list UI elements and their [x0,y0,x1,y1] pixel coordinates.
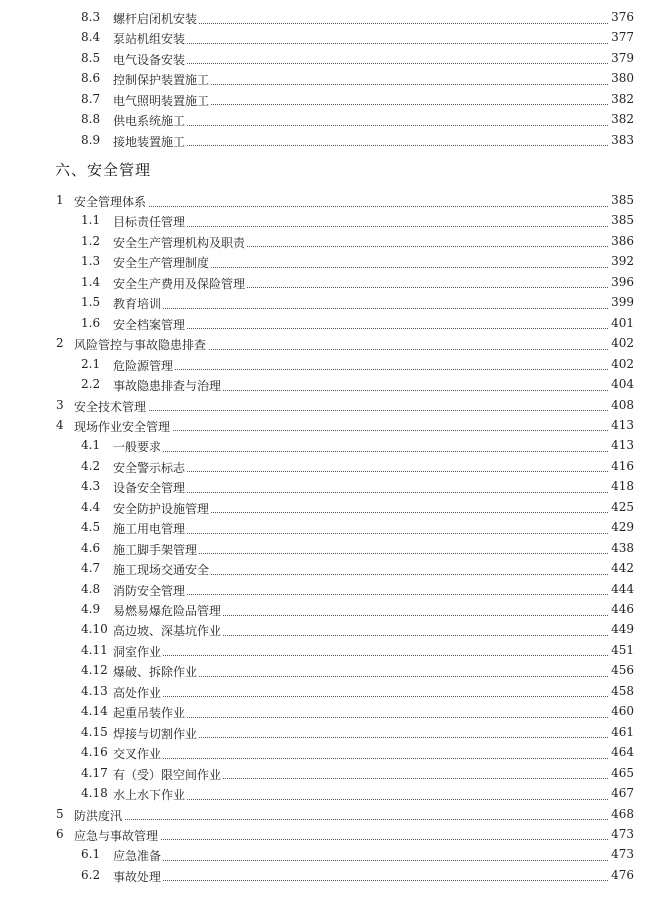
toc-dot-leader [113,63,612,64]
toc-entry-title: 爆破、拆除作业 [113,665,198,680]
toc-entry-title: 控制保护装置施工 [113,73,210,88]
toc-entry-page: 408 [611,397,634,412]
toc-entry-page: 446 [611,602,634,616]
toc-entry-title: 教育培训 [113,297,162,312]
toc-entry-number: 8.5 [81,50,101,65]
toc-entry[interactable] [0,232,650,253]
toc-entry[interactable] [0,90,650,111]
toc-entry[interactable] [0,661,650,682]
toc-entry-number: 8.7 [81,91,101,106]
toc-entry-title: 消防安全管理 [113,583,186,598]
toc-dot-leader [113,799,612,800]
toc-entry-page: 451 [611,642,634,657]
toc-dot-leader [113,533,612,534]
toc-entry-title: 一般要求 [113,440,162,455]
toc-entry-title: 洞室作业 [113,644,162,659]
toc-entry[interactable] [0,764,650,785]
toc-entry-page: 465 [611,765,634,780]
toc-entry-title: 易燃易爆危险品管理 [113,604,222,618]
toc-entry-title: 螺杆启闭机安装 [113,12,198,26]
toc-entry[interactable] [0,845,650,866]
toc-entry-number: 4.15 [81,724,108,739]
toc-entry-page: 392 [611,254,634,269]
toc-entry-title: 高边坡、深基坑作业 [113,624,222,639]
toc-entry-number: 2 [56,336,64,351]
toc-entry-title: 安全警示标志 [113,460,186,475]
toc-entry-number: 4 [56,417,64,432]
toc-entry[interactable] [0,314,650,335]
toc-entry[interactable] [0,866,650,887]
toc-entry-number: 4.16 [81,745,108,760]
toc-entry-title: 交叉作业 [113,747,162,762]
toc-entry-number: 6 [56,826,64,841]
toc-entry-title: 应急与事故管理 [74,828,159,843]
toc-entry-page: 473 [611,826,634,841]
toc-entry-number: 4.2 [81,458,101,473]
toc-entry-title: 目标责任管理 [113,215,186,230]
toc-dot-leader [113,471,612,472]
toc-entry-title: 事故隐患排查与治理 [113,379,222,394]
section-heading: 六、安全管理 [55,161,152,179]
toc-entry[interactable] [0,723,650,744]
toc-entry[interactable] [0,131,650,152]
toc-entry-number: 8.6 [81,71,101,86]
toc-entry-title: 危险源管理 [113,358,174,373]
toc-entry-title: 接地装置施工 [113,134,186,149]
toc-entry-number: 4.10 [81,622,108,637]
toc-dot-leader [113,880,612,881]
toc-entry-number: 4.7 [81,561,101,576]
toc-entry-number: 1.2 [81,233,101,248]
toc-entry-title: 安全生产管理机构及职责 [113,235,246,250]
toc-entry[interactable] [0,784,650,805]
toc-entry-title: 安全防护设施管理 [113,501,210,516]
toc-dot-leader [113,308,612,309]
toc-entry-title: 风险管控与事故隐患排查 [74,338,207,353]
toc-entry-title: 电气设备安装 [113,52,186,67]
toc-entry-page: 473 [611,847,634,862]
toc-entry-page: 429 [611,520,634,535]
toc-entry-number: 6.1 [81,847,101,862]
toc-entry[interactable] [0,28,650,49]
toc-dot-leader [113,145,612,146]
toc-entry[interactable] [0,805,650,826]
toc-entry-title: 施工用电管理 [113,522,186,537]
toc-entry-number: 4.8 [81,581,101,596]
toc-entry-page: 425 [611,499,634,514]
toc-entry[interactable] [0,477,650,498]
toc-entry-title: 现场作业安全管理 [74,419,171,434]
toc-dot-leader [113,758,612,759]
toc-entry-number: 4.9 [81,602,101,616]
toc-entry-page: 402 [611,336,634,351]
toc-entry-page: 385 [611,193,634,207]
toc-entry-number: 3 [56,397,64,412]
toc-entry-number: 1.4 [81,274,101,289]
toc-entry-number: 8.3 [81,10,101,24]
toc-entry[interactable] [0,49,650,70]
toc-entry-number: 4.17 [81,765,108,780]
toc-entry-page: 382 [611,112,634,127]
toc-entry-title: 防洪度汛 [74,808,123,823]
toc-entry[interactable] [0,641,650,662]
toc-entry-number: 4.13 [81,683,108,698]
toc-entry[interactable] [0,498,650,519]
toc-entry-title: 安全生产费用及保险管理 [113,276,246,291]
toc-entry[interactable] [0,355,650,376]
toc-entry[interactable] [0,396,650,417]
toc-entry-page: 444 [611,581,634,596]
toc-entry[interactable] [0,559,650,580]
toc-entry-page: 416 [611,458,634,473]
toc-entry-title: 供电系统施工 [113,114,186,129]
toc-entry-page: 379 [611,50,634,65]
toc-entry[interactable] [0,416,650,437]
toc-entry-number: 1.1 [81,213,101,228]
toc-entry[interactable] [0,293,650,314]
toc-entry[interactable] [0,825,650,846]
toc-entry[interactable] [0,620,650,641]
toc-dot-leader [113,43,612,44]
toc-entry[interactable] [0,252,650,273]
toc-dot-leader [74,206,612,207]
toc-entry[interactable] [0,110,650,131]
toc-dot-leader [113,451,612,452]
toc-entry-page: 458 [611,683,634,698]
toc-entry-number: 8.9 [81,132,101,147]
toc-entry-number: 6.2 [81,867,101,882]
toc-entry[interactable] [0,743,650,764]
toc-dot-leader [113,328,612,329]
toc-entry-number: 4.3 [81,479,101,494]
toc-entry[interactable] [0,539,650,560]
toc-entry-page: 413 [611,438,634,453]
toc-entry-number: 2.2 [81,377,101,392]
toc-entry-number: 4.12 [81,663,108,678]
toc-entry-number: 4.14 [81,704,108,719]
toc-entry-number: 5 [56,806,64,821]
toc-entry-number: 4.18 [81,786,108,801]
toc-entry-number: 4.6 [81,540,101,555]
toc-entry-number: 1.6 [81,315,101,330]
toc-entry[interactable] [0,211,650,232]
toc-entry-number: 8.8 [81,112,101,127]
toc-entry[interactable] [0,682,650,703]
toc-entry-title: 起重吊装作业 [113,706,186,721]
toc-entry-title: 安全技术管理 [74,399,147,414]
toc-entry[interactable] [0,191,650,212]
toc-entry-page: 467 [611,786,634,801]
toc-entry-page: 476 [611,867,634,882]
toc-entry-title: 事故处理 [113,869,162,884]
toc-entry-page: 464 [611,745,634,760]
toc-entry-number: 2.1 [81,356,101,371]
toc-entry-page: 376 [611,10,634,24]
toc-dot-leader [113,226,612,227]
toc-entry-page: 418 [611,479,634,494]
toc-dot-leader [113,717,612,718]
toc-entry-page: 468 [611,806,634,821]
toc-dot-leader [113,492,612,493]
toc-entry[interactable] [0,69,650,90]
toc-dot-leader [74,410,612,411]
toc-dot-leader [113,594,612,595]
toc-entry[interactable] [0,702,650,723]
toc-entry[interactable] [0,518,650,539]
toc-entry-page: 456 [611,663,634,678]
toc-entry[interactable] [0,8,650,29]
toc-entry-page: 461 [611,724,634,739]
toc-entry-title: 安全管理体系 [74,195,147,209]
toc-entry-number: 8.4 [81,30,101,45]
toc-entry-title: 高处作业 [113,685,162,700]
toc-entry-page: 449 [611,622,634,637]
toc-entry[interactable] [0,600,650,621]
toc-entry[interactable] [0,580,650,601]
toc-entry-page: 401 [611,315,634,330]
toc-entry-title: 有（受）限空间作业 [113,767,222,782]
toc-entry[interactable] [0,273,650,294]
toc-entry-page: 383 [611,132,634,147]
toc-dot-leader [113,860,612,861]
toc-dot-leader [113,655,612,656]
toc-entry-page: 413 [611,417,634,432]
toc-entry-title: 泵站机组安装 [113,32,186,47]
toc-entry-number: 4.11 [81,642,108,657]
toc-dot-leader [74,819,612,820]
toc-entry-title: 安全生产管理制度 [113,256,210,271]
toc-entry-page: 399 [611,295,634,310]
toc-entry-page: 442 [611,561,634,576]
toc-entry-title: 应急准备 [113,849,162,864]
toc-entry-page: 460 [611,704,634,719]
toc-entry-page: 404 [611,377,634,392]
toc-entry-page: 377 [611,30,634,45]
toc-entry-title: 焊接与切割作业 [113,726,198,741]
toc-entry-number: 1 [56,193,64,207]
toc-entry-number: 4.1 [81,438,101,453]
toc-entry-title: 水上水下作业 [113,788,186,803]
toc-dot-leader [113,369,612,370]
toc-entry-number: 1.5 [81,295,101,310]
toc-entry-title: 安全档案管理 [113,317,186,332]
toc-entry-number: 4.4 [81,499,101,514]
toc-entry[interactable] [0,334,650,355]
toc-entry-page: 396 [611,274,634,289]
toc-entry-number: 4.5 [81,520,101,535]
toc-entry-title: 电气照明装置施工 [113,93,210,108]
toc-dot-leader [113,696,612,697]
toc-entry-page: 382 [611,91,634,106]
toc-entry-page: 385 [611,213,634,228]
toc-entry-title: 设备安全管理 [113,481,186,496]
toc-entry-page: 386 [611,233,634,248]
toc-entry-title: 施工脚手架管理 [113,542,198,557]
toc-entry[interactable] [0,436,650,457]
toc-dot-leader [113,125,612,126]
toc-entry-page: 438 [611,540,634,555]
toc-entry-page: 380 [611,71,634,86]
toc-entry[interactable] [0,457,650,478]
toc-entry[interactable] [0,375,650,396]
toc-entry-number: 1.3 [81,254,101,269]
toc-entry-page: 402 [611,356,634,371]
toc-entry-title: 施工现场交通安全 [113,563,210,578]
